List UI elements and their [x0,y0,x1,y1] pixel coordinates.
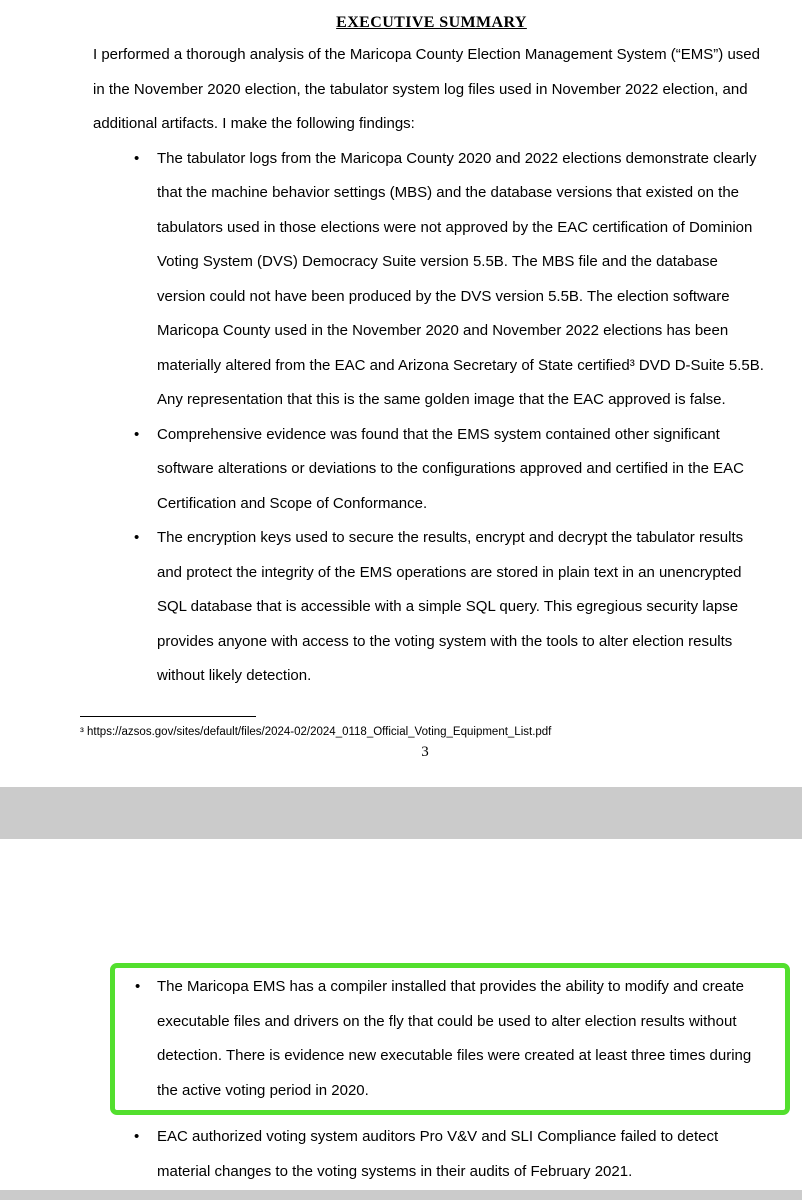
bullet-item-tabulator-logs: • The tabulator logs from the Maricopa County 2020 and 2022 elections demonstrate clearly that the machine behavior settings (MBS) and the database versions that existed on the tabulators used in those elections were not approved by the EAC certification of Dominion Voting System (DVS) Democracy Suite version 5.5B. The MBS file and the database version could not have been produced by the DVS version 5.5B. The election software Maricopa County used in the November 2020 and November 2022 elections has been materially altered from the EAC and Arizona Secretary of State certified³ DVD D-Suite 5.5B. Any representation that this is the same golden image that the EAC approved is false. [93,142,770,418]
bullet-item-encryption-keys: • The encryption keys used to secure the results, encrypt and decrypt the tabulator results and protect the integrity of the EMS operations are stored in plain text in an unencrypted SQL database that is accessible with a simple SQL query. This egregious security lapse provides anyone with access to the voting system with the tools to alter election results without likely detection. [93,521,770,694]
intro-paragraph: I performed a thorough analysis of the Maricopa County Election Management System (“EMS”) used in the November 2020 election, the tabulator system log files used in November 2022 election, and additional artifacts. I make the following findings: [93,46,760,132]
page-4-content [0,839,802,1189]
document-page-4 [0,839,802,1190]
page-number: 3 [421,744,429,760]
footnote-separator [80,716,256,717]
footnote-url: ³ https://azsos.gov/sites/default/files/2024-02/2024_0118_Official_Voting_Equipment_List.pdf [80,726,552,738]
footnote-area [80,716,770,761]
page-title: EXECUTIVE SUMMARY [336,14,527,31]
bullet-item-eac-auditors: • EAC authorized voting system auditors Pro V&V and SLI Compliance failed to detect material changes to the voting systems in their audits of February 2021. [93,1120,790,1189]
bullet-item-comprehensive-evidence: • Comprehensive evidence was found that the EMS system contained other significant software alterations or deviations to the configurations approved and certified in the EAC Certification and Scope of Conformance. [93,418,770,522]
green-highlight-annotation [110,963,790,1115]
highlighted-bullet-item-compiler: • The Maricopa EMS has a compiler installed that provides the ability to modify and create executable files and drivers on the fly that could be used to alter election results without detection. There is evidence new executable files were created at least three times during the active voting period in 2020. [115,970,775,1108]
